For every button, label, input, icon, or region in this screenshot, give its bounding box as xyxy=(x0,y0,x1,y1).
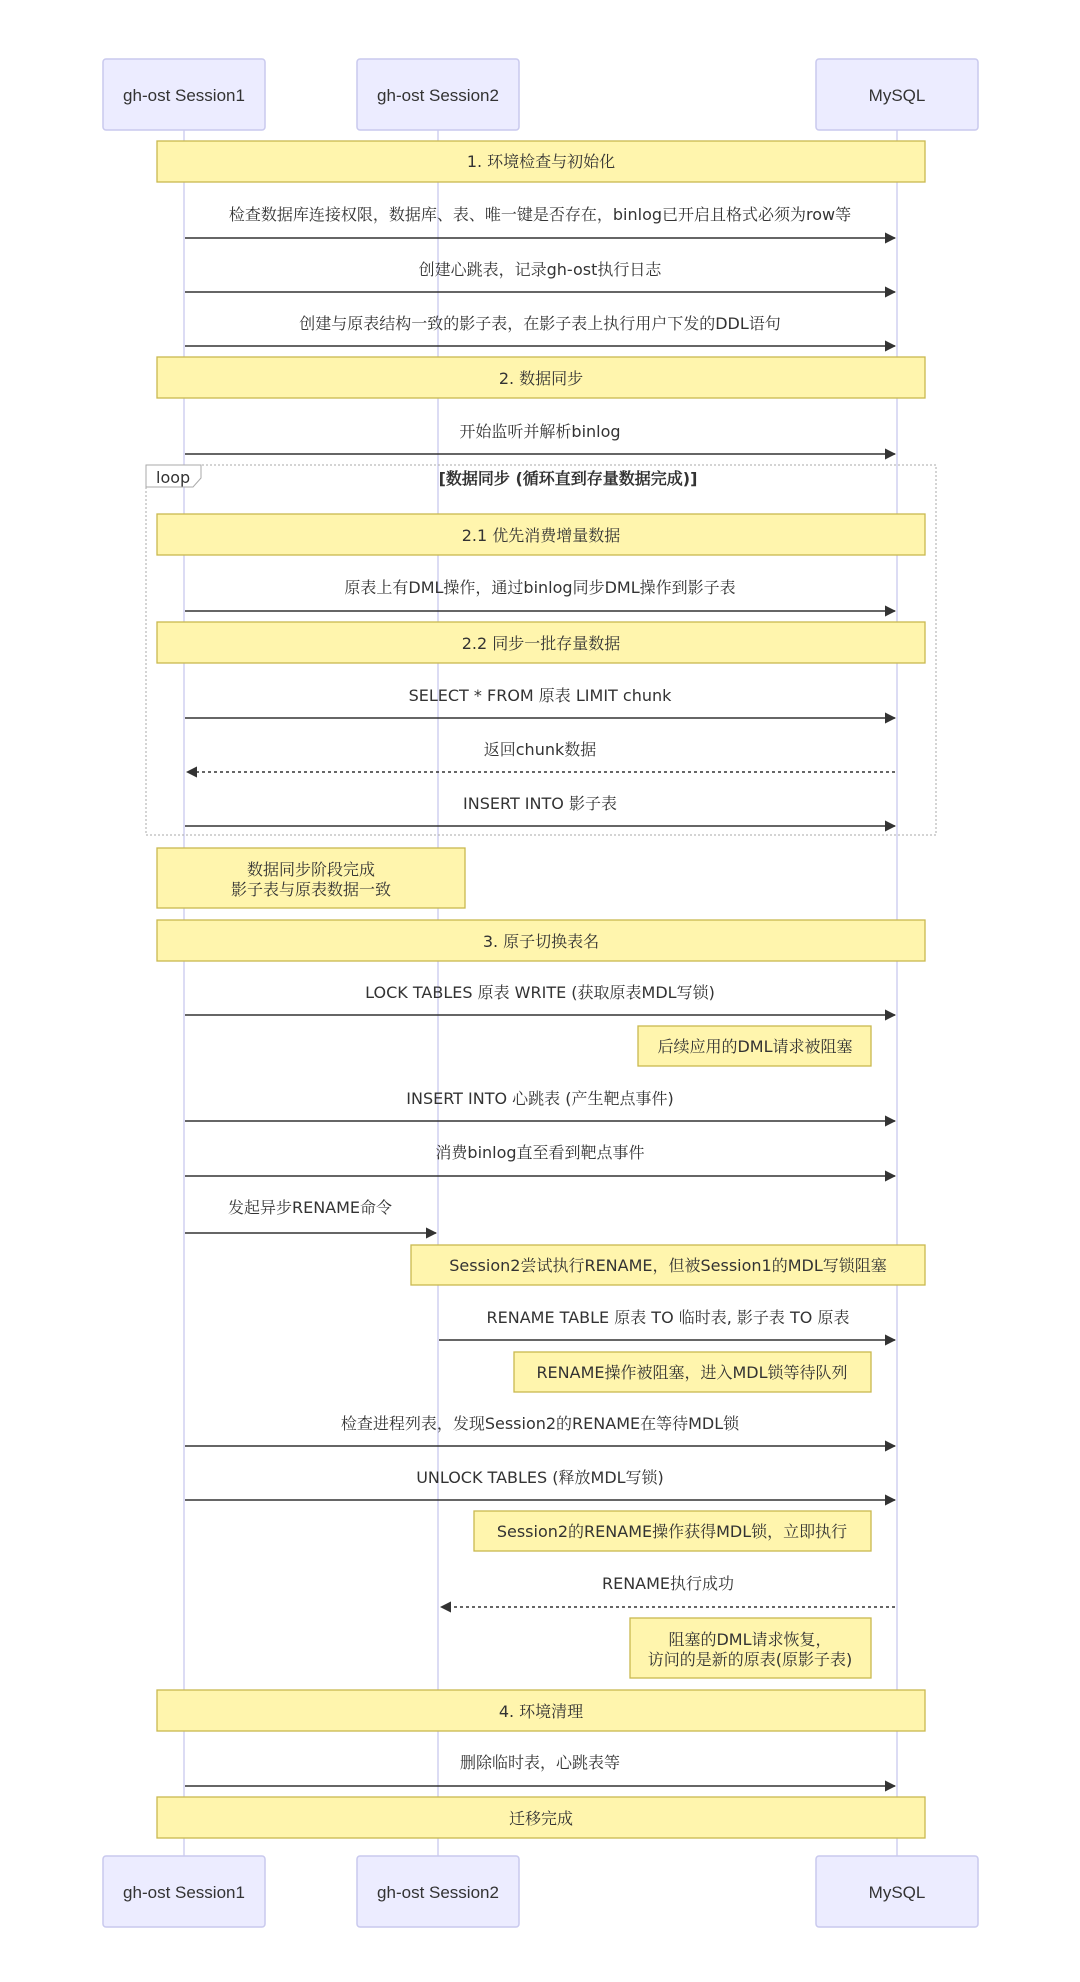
actor-session1-bottom xyxy=(103,1856,265,1927)
note-phase-4 xyxy=(157,1690,925,1731)
svg-text:INSERT INTO 心跳表 (产生靶点事件): INSERT INTO 心跳表 (产生靶点事件) xyxy=(406,1089,674,1108)
message-unlock-tables xyxy=(185,1468,895,1500)
svg-text:UNLOCK TABLES (释放MDL写锁): UNLOCK TABLES (释放MDL写锁) xyxy=(416,1468,664,1487)
svg-text:创建与原表结构一致的影子表，在影子表上执行用户下发的DDL语: 创建与原表结构一致的影子表，在影子表上执行用户下发的DDL语句 xyxy=(299,314,781,333)
svg-text:2.2 同步一批存量数据: 2.2 同步一批存量数据 xyxy=(461,634,621,653)
svg-text:检查进程列表，发现Session2的RENAME在等待MDL: 检查进程列表，发现Session2的RENAME在等待MDL锁 xyxy=(340,1414,740,1433)
svg-text:原表上有DML操作，通过binlog同步DML操作到影子表: 原表上有DML操作，通过binlog同步DML操作到影子表 xyxy=(344,578,736,597)
svg-text:2. 数据同步: 2. 数据同步 xyxy=(498,369,584,388)
actor-session1-top xyxy=(103,59,265,130)
svg-text:3. 原子切换表名: 3. 原子切换表名 xyxy=(482,932,600,951)
message-consume-binlog xyxy=(185,1143,895,1176)
note-phase-2-2 xyxy=(157,622,925,663)
note-rename-blocked xyxy=(514,1352,871,1392)
actor-mysql-top xyxy=(816,59,978,130)
note-dml-blocked xyxy=(638,1026,871,1066)
actor-session1-label: gh-ost Session1 xyxy=(123,1883,245,1902)
message-async-rename xyxy=(185,1198,436,1233)
actor-session2-label: gh-ost Session2 xyxy=(377,86,499,105)
svg-text:INSERT INTO 影子表: INSERT INTO 影子表 xyxy=(463,794,617,813)
svg-text:SELECT * FROM 原表 LIMIT chunk: SELECT * FROM 原表 LIMIT chunk xyxy=(408,686,672,705)
svg-text:发起异步RENAME命令: 发起异步RENAME命令 xyxy=(227,1198,393,1217)
note-phase-2 xyxy=(157,357,925,398)
message-rename-table xyxy=(439,1308,895,1340)
svg-text:阻塞的DML请求恢复，: 阻塞的DML请求恢复， xyxy=(668,1630,832,1649)
note-phase-1 xyxy=(157,141,925,182)
note-phase-3 xyxy=(157,920,925,961)
actor-session2-label: gh-ost Session2 xyxy=(377,1883,499,1902)
svg-text:LOCK TABLES 原表 WRITE (获取原表MDL写: LOCK TABLES 原表 WRITE (获取原表MDL写锁) xyxy=(365,983,715,1002)
svg-text:Session2尝试执行RENAME，但被Session1的: Session2尝试执行RENAME，但被Session1的MDL写锁阻塞 xyxy=(449,1256,887,1275)
message-listen-binlog xyxy=(185,422,895,454)
loop-label: loop xyxy=(156,468,191,487)
message-rename-success xyxy=(441,1574,895,1607)
svg-text:迁移完成: 迁移完成 xyxy=(508,1809,574,1828)
loop-title: [数据同步 (循环直到存量数据完成)] xyxy=(438,469,698,488)
message-insert-heartbeat xyxy=(185,1089,895,1121)
message-select-chunk xyxy=(185,686,895,718)
svg-text:1. 环境检查与初始化: 1. 环境检查与初始化 xyxy=(466,152,616,171)
message-create-shadow xyxy=(185,314,895,346)
actor-mysql-label: MySQL xyxy=(868,1883,926,1902)
svg-text:数据同步阶段完成: 数据同步阶段完成 xyxy=(246,860,376,879)
svg-text:RENAME执行成功: RENAME执行成功 xyxy=(601,1574,735,1593)
note-rename-exec xyxy=(474,1511,871,1551)
actor-session2-bottom xyxy=(357,1856,519,1927)
svg-text:Session2的RENAME操作获得MDL锁，立即执行: Session2的RENAME操作获得MDL锁，立即执行 xyxy=(496,1522,848,1541)
svg-text:检查数据库连接权限，数据库、表、唯一键是否存在，binlog: 检查数据库连接权限，数据库、表、唯一键是否存在，binlog已开启且格式必须为row等 xyxy=(228,205,852,224)
svg-text:创建心跳表，记录gh-ost执行日志: 创建心跳表，记录gh-ost执行日志 xyxy=(418,260,662,279)
message-insert-shadow xyxy=(185,794,895,826)
actor-session2-top xyxy=(357,59,519,130)
message-return-chunk xyxy=(187,740,895,772)
svg-text:消费binlog直至看到靶点事件: 消费binlog直至看到靶点事件 xyxy=(435,1143,645,1162)
note-sync-done xyxy=(157,848,465,908)
svg-text:RENAME TABLE 原表 TO 临时表, 影子表 TO: RENAME TABLE 原表 TO 临时表, 影子表 TO 原表 xyxy=(486,1308,850,1327)
svg-text:影子表与原表数据一致: 影子表与原表数据一致 xyxy=(230,880,392,899)
actor-mysql-bottom xyxy=(816,1856,978,1927)
svg-text:后续应用的DML请求被阻塞: 后续应用的DML请求被阻塞 xyxy=(657,1037,853,1056)
svg-text:删除临时表，心跳表等: 删除临时表，心跳表等 xyxy=(459,1753,621,1772)
note-phase-2-1 xyxy=(157,514,925,555)
note-dml-resume xyxy=(630,1618,871,1678)
actor-session1-label: gh-ost Session1 xyxy=(123,86,245,105)
svg-text:开始监听并解析binlog: 开始监听并解析binlog xyxy=(459,422,621,441)
message-check-env xyxy=(185,205,895,238)
message-cleanup xyxy=(185,1753,895,1786)
message-sync-dml xyxy=(185,578,895,611)
svg-text:RENAME操作被阻塞，进入MDL锁等待队列: RENAME操作被阻塞，进入MDL锁等待队列 xyxy=(536,1363,848,1382)
message-create-heartbeat xyxy=(185,260,895,292)
message-lock-tables xyxy=(185,983,895,1015)
note-done xyxy=(157,1797,925,1838)
message-check-processlist xyxy=(185,1414,895,1446)
svg-text:4. 环境清理: 4. 环境清理 xyxy=(498,1702,584,1721)
svg-text:返回chunk数据: 返回chunk数据 xyxy=(483,740,597,759)
svg-text:2.1 优先消费增量数据: 2.1 优先消费增量数据 xyxy=(461,526,621,545)
actor-mysql-label: MySQL xyxy=(868,86,926,105)
note-session2-try xyxy=(411,1245,925,1285)
svg-text:访问的是新的原表(原影子表): 访问的是新的原表(原影子表) xyxy=(647,1650,853,1669)
